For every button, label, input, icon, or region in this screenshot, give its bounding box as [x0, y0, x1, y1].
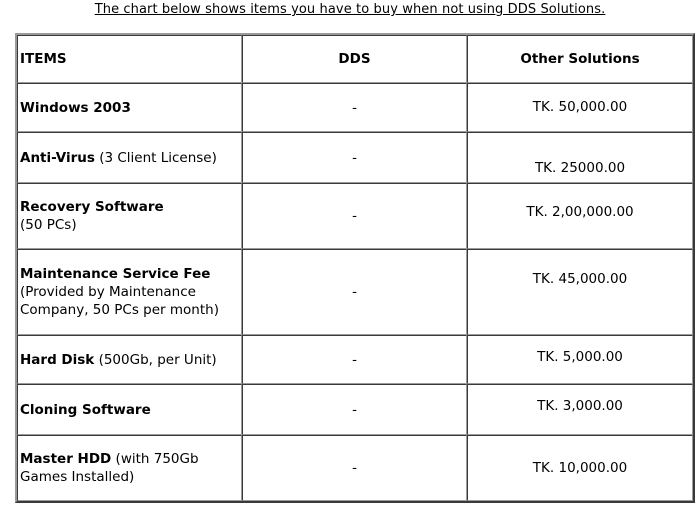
- table-row: [17, 183, 693, 249]
- comparison-table: [15, 33, 695, 503]
- dds-cell: -: [242, 83, 467, 132]
- other-price-cell: TK. 3,000.00: [467, 384, 693, 434]
- item-name: Recovery Software: [20, 198, 164, 215]
- item-cell: [17, 435, 242, 501]
- item-cell: [17, 183, 242, 249]
- table-row: [17, 249, 693, 335]
- table-row: [17, 435, 693, 501]
- other-price-cell: TK. 25000.00: [467, 132, 693, 182]
- dds-cell: -: [242, 132, 467, 182]
- item-name: Hard Disk: [20, 351, 95, 368]
- item-name: Anti-Virus: [20, 149, 95, 166]
- dds-cell: -: [242, 249, 467, 335]
- table-row: [17, 83, 693, 132]
- item-cell: [17, 83, 242, 132]
- chart-caption: The chart below shows items you have to buy when not using DDS Solutions.: [94, 2, 606, 17]
- item-cell: [17, 132, 242, 182]
- table-header-row: [17, 35, 693, 83]
- item-detail: (3 Client License): [94, 149, 217, 166]
- item-cell: [17, 249, 242, 335]
- table-row: [17, 132, 693, 182]
- table-row: [17, 335, 693, 384]
- dds-cell: -: [242, 335, 467, 384]
- other-price-cell: TK. 5,000.00: [467, 335, 693, 384]
- item-detail: (50 PCs): [20, 216, 77, 233]
- dds-cell: -: [242, 384, 467, 434]
- other-price-cell: TK. 50,000.00: [467, 83, 693, 132]
- other-price-cell: TK. 10,000.00: [467, 435, 693, 501]
- table-row: [17, 384, 693, 434]
- header-other-solutions: Other Solutions: [467, 35, 693, 83]
- header-dds: DDS: [242, 35, 467, 83]
- item-detail: (with 750Gb Games Installed): [20, 450, 199, 485]
- dds-cell: -: [242, 183, 467, 249]
- item-name: Windows 2003: [20, 99, 131, 116]
- item-name: Maintenance Service Fee: [20, 266, 211, 283]
- item-name: Cloning Software: [20, 401, 151, 418]
- item-cell: [17, 384, 242, 434]
- header-items: ITEMS: [17, 35, 242, 83]
- dds-cell: -: [242, 435, 467, 501]
- item-detail: (500Gb, per Unit): [94, 351, 217, 368]
- item-cell: [17, 335, 242, 384]
- item-name: Master HDD: [20, 450, 112, 467]
- other-price-cell: TK. 2,00,000.00: [467, 183, 693, 249]
- item-detail: (Provided by Maintenance Company, 50 PCs per month): [20, 284, 219, 319]
- other-price-cell: TK. 45,000.00: [467, 249, 693, 335]
